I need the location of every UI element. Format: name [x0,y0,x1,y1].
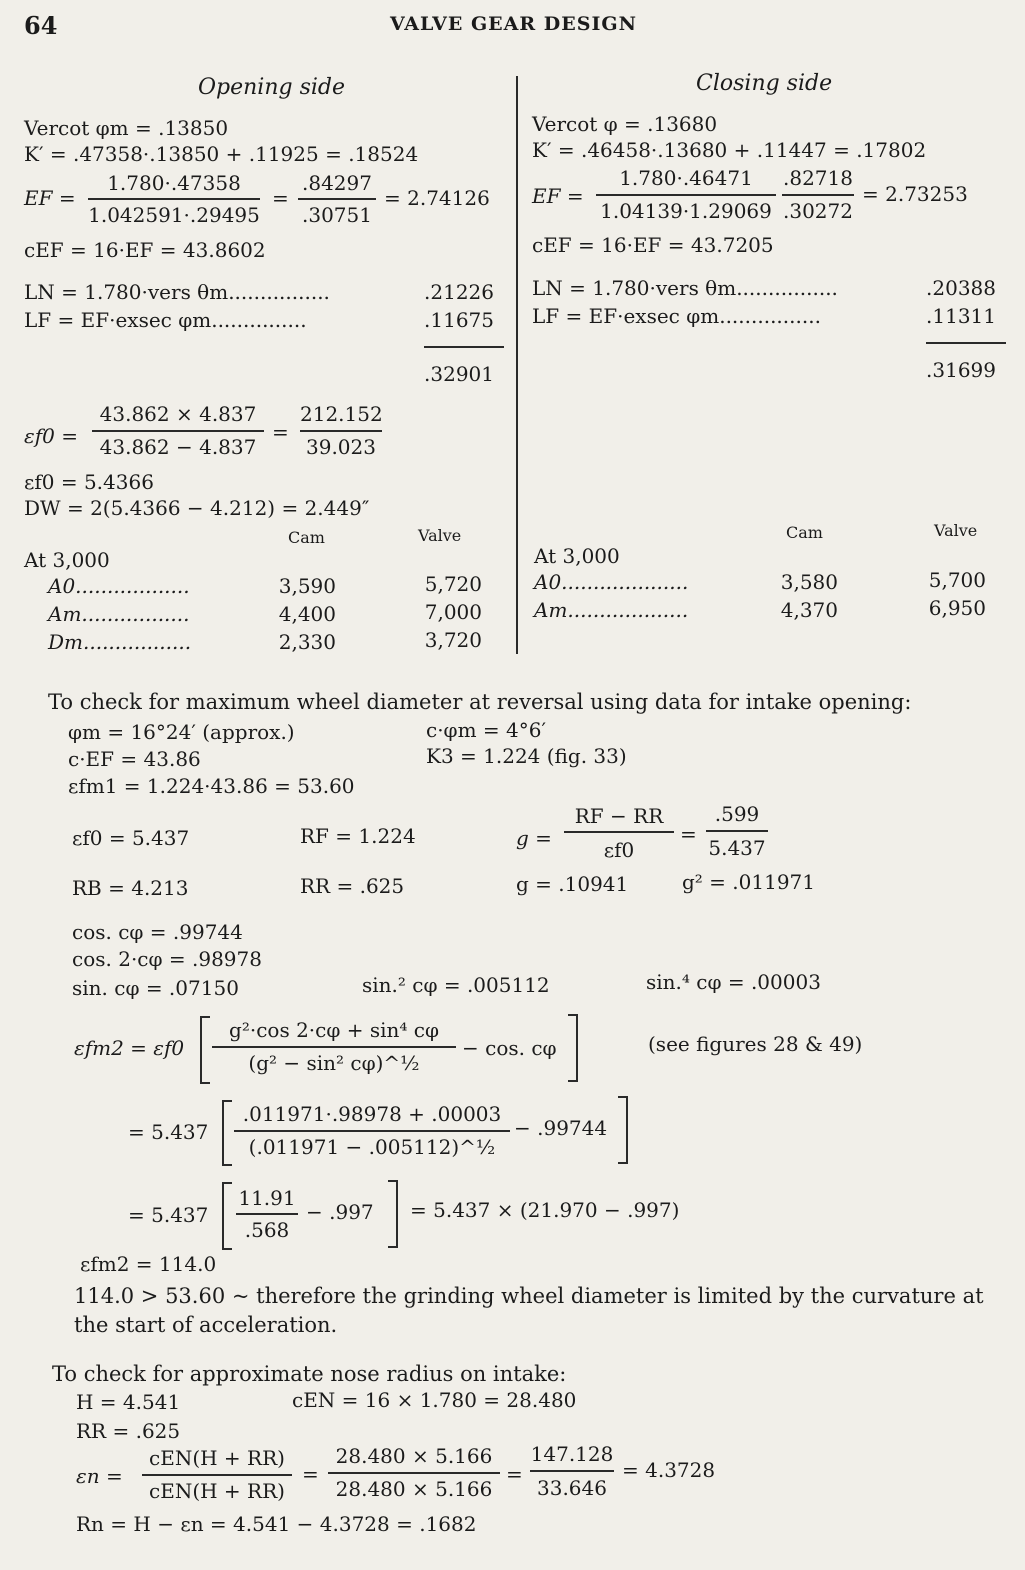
opening-row-valve: 3,720 [424,628,482,652]
closing-row-cam: 3,580 [780,570,838,594]
en-den3: 33.646 [537,1476,607,1500]
check1-rf: RF = 1.224 [300,824,416,848]
closing-row-label: A0.................... [534,570,689,594]
conclusion-line-2: the start of acceleration. [74,1313,338,1337]
efo-den: 43.862 − 4.837 [99,435,257,459]
closing-row-valve: 6,950 [928,596,986,620]
see-figures-note: (see figures 28 & 49) [648,1032,863,1056]
opening-col-valve: Valve [418,526,462,545]
opening-ln-value: .21226 [424,280,494,304]
step3-tail: − .997 [306,1200,374,1224]
fraction-bar [782,194,854,196]
check2-rr: RR = .625 [76,1419,181,1443]
equals-sign: = [506,1462,523,1486]
closing-ln-value: .20388 [926,276,996,300]
efm2-label: εfm2 = εf0 [74,1036,185,1060]
closing-sum: .31699 [926,358,996,382]
fraction-bar [92,430,264,432]
left-bracket [200,1016,210,1084]
step2-den: (.011971 − .005112)^½ [248,1135,496,1159]
opening-ef-num1: 1.780·.47358 [107,171,241,195]
left-bracket [222,1100,232,1166]
closing-ef-result: = 2.73253 [862,182,968,206]
check1-k3: K3 = 1.224 (fig. 33) [426,744,627,768]
page-number: 64 [24,11,58,40]
check1-g-num: RF − RR [574,804,664,828]
check1-g-squared: g² = .011971 [682,870,815,894]
closing-ef-den1: 1.04139·1.29069 [600,199,772,223]
opening-col-cam: Cam [288,528,325,547]
opening-at-3000: At 3,000 [24,548,110,572]
running-title: VALVE GEAR DESIGN [390,13,637,35]
opening-ef-num2: .84297 [302,171,372,195]
sum-rule [424,346,504,348]
fraction-bar [530,1470,614,1472]
opening-cef: cEF = 16·EF = 43.8602 [24,238,266,262]
left-bracket [222,1182,232,1250]
opening-ef-result: = 2.74126 [384,186,490,210]
en-num: cEN(H + RR) [149,1446,285,1470]
check1-efo: εf0 = 5.437 [72,826,190,850]
opening-lf-label: LF = EF·exsec φm............... [24,308,307,332]
fraction-bar [298,198,376,200]
fraction-bar [706,830,768,832]
efm2-tail: − cos. cφ [462,1036,557,1060]
dw-equation: DW = 2(5.4366 − 4.212) = 2.449″ [24,496,370,520]
check1-g-label: g = [516,826,552,850]
closing-col-valve: Valve [934,521,978,540]
efo-label: εf0 = [24,424,78,448]
check2-intro: To check for approximate nose radius on intake: [52,1362,567,1386]
opening-row-label: Dm................. [48,630,192,654]
fraction-bar [88,198,260,200]
check1-phim: φm = 16°24′ (approx.) [68,720,295,744]
efo-num: 43.862 × 4.837 [99,402,257,426]
check1-g-den2: 5.437 [708,836,766,860]
en-label: εn = [76,1464,123,1488]
closing-vercot: Vercot φ = .13680 [532,112,718,136]
opening-row-cam: 2,330 [278,630,336,654]
opening-ef-den1: 1.042591·.29495 [88,203,260,227]
closing-lf-value: .11311 [926,304,996,328]
efo-num2: 212.152 [300,402,383,426]
step3-result: = 5.437 × (21.970 − .997) [410,1198,680,1222]
step2-tail: − .99744 [514,1116,608,1140]
closing-cef: cEF = 16·EF = 43.7205 [532,233,774,257]
fraction-bar [300,430,382,432]
closing-k-prime: K′ = .46458·.13680 + .11447 = .17802 [532,138,927,162]
check1-intro: To check for maximum wheel diameter at reversal using data for intake opening: [48,690,912,714]
en-result: = 4.3728 [622,1458,716,1482]
check1-g-num2: .599 [714,802,760,826]
en-num2: 28.480 × 5.166 [335,1444,493,1468]
opening-ef-den2: .30751 [302,203,372,227]
opening-sum: .32901 [424,362,494,386]
closing-ef-label: EF = [532,184,584,208]
opening-lf-value: .11675 [424,308,494,332]
step2-num: .011971·.98978 + .00003 [242,1102,502,1126]
right-bracket [388,1180,398,1248]
opening-ln-label: LN = 1.780·vers θm................ [24,280,330,304]
en-den: cEN(H + RR) [149,1479,285,1503]
opening-row-label: A0.................. [48,574,190,598]
fraction-bar [212,1046,456,1048]
step3-den: .568 [244,1218,290,1242]
check1-efm1: εfm1 = 1.224·43.86 = 53.60 [68,774,355,798]
opening-row-cam: 4,400 [278,602,336,626]
efo-den2: 39.023 [306,435,376,459]
conclusion-line-1: 114.0 > 53.60 ~ therefore the grinding wheel diameter is limited by the curvature at [74,1284,984,1308]
closing-row-cam: 4,370 [780,598,838,622]
efm2-num: g²·cos 2·cφ + sin⁴ cφ [229,1018,439,1042]
right-bracket [568,1014,578,1082]
equals-sign: = [272,420,289,444]
closing-lf-label: LF = EF·exsec φm................ [532,304,821,328]
rn-equation: Rn = H − εn = 4.541 − 4.3728 = .1682 [76,1512,477,1536]
efm2-result: εfm2 = 114.0 [80,1252,217,1276]
opening-vercot: Vercot φm = .13850 [24,116,229,140]
check2-h: H = 4.541 [76,1390,181,1414]
check1-sin4: sin.⁴ cφ = .00003 [646,970,821,994]
check1-cos2: cos. 2·cφ = .98978 [72,947,262,971]
efo-result: εf0 = 5.4366 [24,470,154,494]
opening-title: Opening side [198,75,346,100]
sum-rule [926,342,1006,344]
check1-cef: c·EF = 43.86 [68,747,201,771]
closing-ef-den2: .30272 [783,199,853,223]
equals-sign: = [680,822,697,846]
fraction-bar [596,194,776,196]
check1-cphim: c·φm = 4°6′ [426,718,546,742]
closing-row-label: Am................... [534,598,689,622]
opening-row-valve: 7,000 [424,600,482,624]
fraction-bar [142,1474,292,1476]
check1-rr: RR = .625 [300,874,405,898]
check1-cos: cos. cφ = .99744 [72,920,243,944]
closing-row-valve: 5,700 [928,568,986,592]
closing-title: Closing side [696,71,833,96]
opening-row-cam: 3,590 [278,574,336,598]
equals-sign: = [272,186,289,210]
step3-num: 11.91 [238,1186,296,1210]
closing-ef-num1: 1.780·.46471 [619,166,753,190]
check1-rb: RB = 4.213 [72,876,189,900]
check1-g-value: g = .10941 [516,872,629,896]
check1-g-den: εf0 [603,838,635,862]
opening-row-valve: 5,720 [424,572,482,596]
check1-sin2: sin.² cφ = .005112 [362,973,550,997]
closing-at-3000: At 3,000 [534,544,620,568]
column-divider [516,76,518,654]
en-den2: 28.480 × 5.166 [335,1477,493,1501]
check2-cen: cEN = 16 × 1.780 = 28.480 [292,1388,577,1412]
step2-label: = 5.437 [128,1120,209,1144]
en-num3: 147.128 [530,1442,614,1466]
fraction-bar [236,1213,298,1215]
closing-ln-label: LN = 1.780·vers θm................ [532,276,838,300]
right-bracket [618,1096,628,1164]
fraction-bar [234,1130,510,1132]
closing-ef-num2: .82718 [783,166,853,190]
opening-row-label: Am................. [48,602,190,626]
fraction-bar [564,831,674,833]
check1-sin: sin. cφ = .07150 [72,976,239,1000]
equals-sign: = [302,1462,319,1486]
step3-label: = 5.437 [128,1203,209,1227]
opening-k-prime: K′ = .47358·.13850 + .11925 = .18524 [24,142,419,166]
fraction-bar [328,1472,500,1474]
efm2-den: (g² − sin² cφ)^½ [248,1051,420,1075]
opening-ef-label: EF = [24,186,76,210]
closing-col-cam: Cam [786,523,823,542]
